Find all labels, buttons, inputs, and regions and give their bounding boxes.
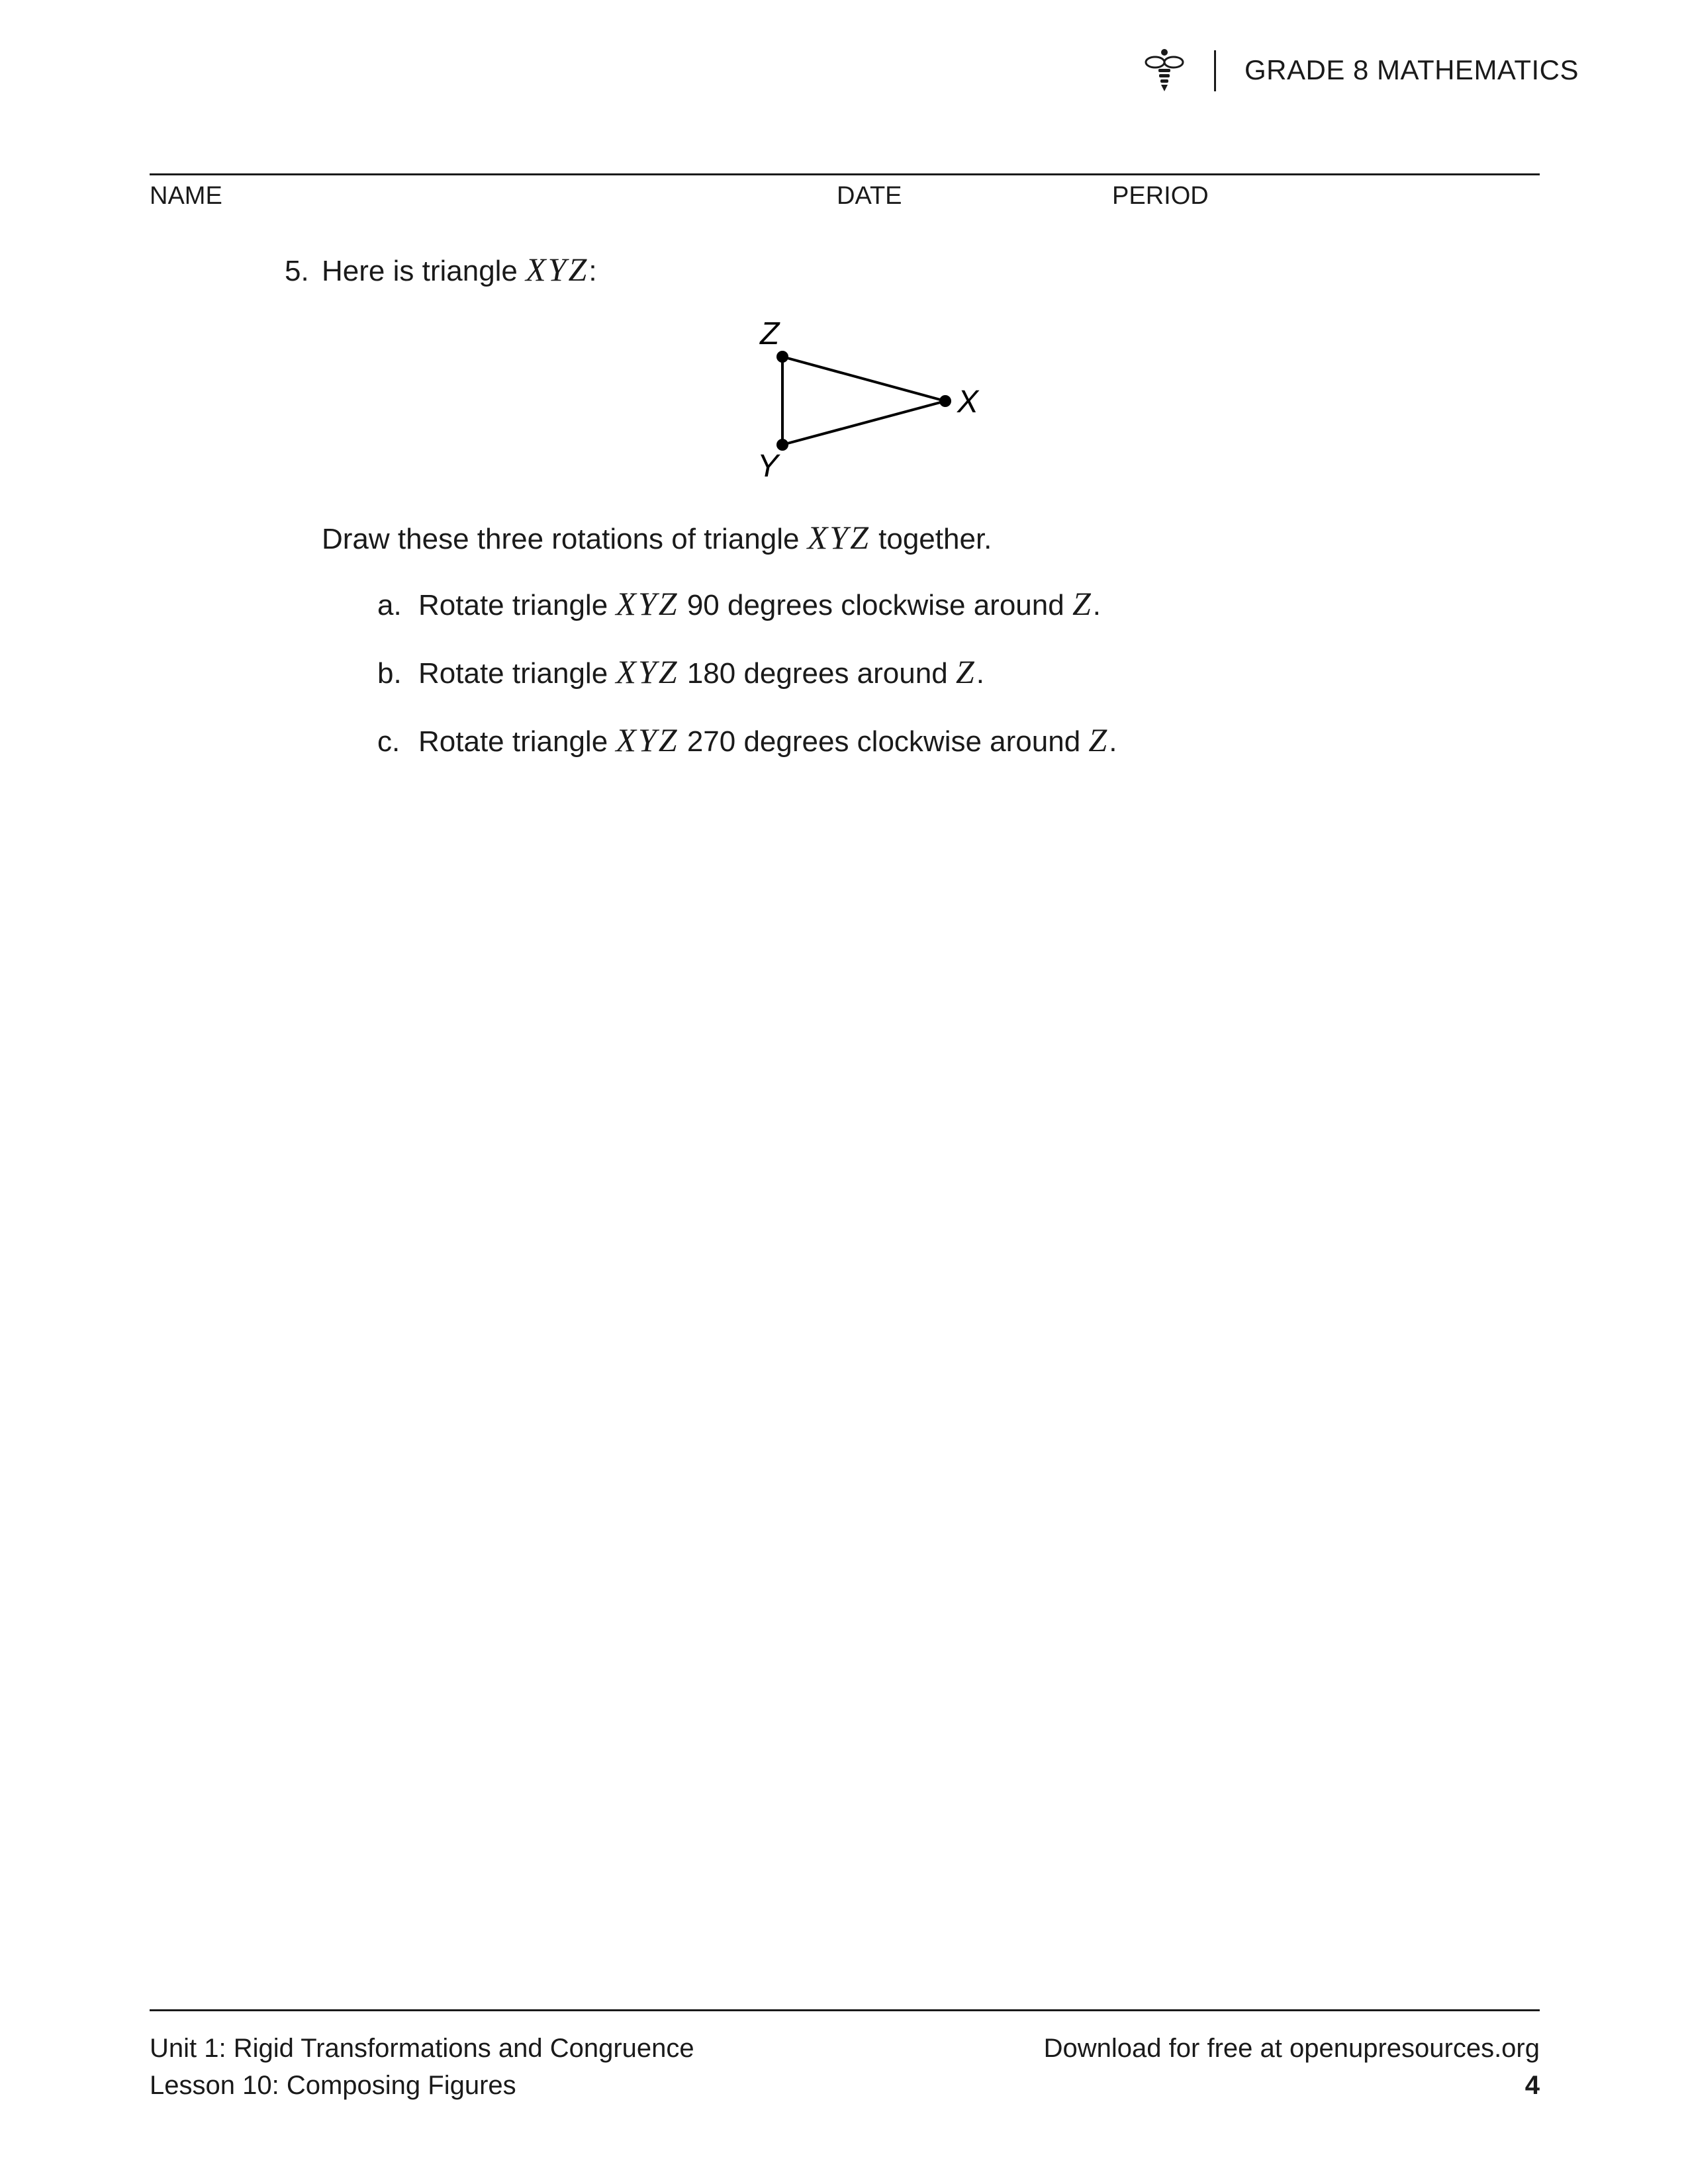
vertex-x-point [939, 395, 951, 407]
list-item [377, 651, 984, 693]
item-rotation-text: 90 degrees clockwise around [686, 589, 1064, 621]
item-end: . [976, 657, 984, 690]
item-text: Rotate triangle [418, 657, 608, 690]
triangle-xyz [782, 357, 945, 445]
instruction-text-after: together. [878, 523, 992, 555]
item-triangle-name: XYZ [616, 585, 679, 622]
date-label: DATE [837, 182, 902, 210]
header-divider [1214, 50, 1216, 91]
item-rotation-center: Z [1072, 585, 1093, 622]
item-letter: a. [377, 589, 402, 621]
bee-logo-icon [1144, 48, 1185, 93]
header-title: GRADE 8 MATHEMATICS [1244, 54, 1579, 85]
problem-statement [285, 248, 597, 291]
footer-download-link[interactable]: Download for free at openupresources.org [1043, 2034, 1540, 2063]
period-label: PERIOD [1112, 182, 1209, 210]
vertex-y-label: Y [757, 449, 779, 484]
instruction-text-before: Draw these three rotations of triangle [322, 523, 800, 555]
item-rotation-text: 180 degrees around [686, 657, 948, 690]
vertex-x-label: X [957, 385, 979, 420]
triangle-name: XYZ [526, 251, 589, 288]
footer-unit: Unit 1: Rigid Transformations and Congruence [150, 2034, 694, 2063]
instruction-triangle-name: XYZ [807, 519, 870, 556]
page-number: 4 [1524, 2071, 1540, 2100]
item-end: . [1109, 725, 1117, 758]
vertex-z-label: Z [760, 316, 780, 351]
item-letter: b. [377, 657, 402, 690]
item-letter: c. [377, 725, 400, 758]
instruction [322, 516, 992, 559]
problem-number: 5. [285, 255, 309, 287]
list-item [377, 719, 1117, 761]
item-triangle-name: XYZ [616, 653, 679, 690]
item-text: Rotate triangle [418, 725, 608, 758]
item-rotation-center: Z [955, 653, 976, 690]
vertex-z-point [776, 351, 788, 363]
name-label: NAME [150, 182, 222, 210]
item-end: . [1092, 589, 1101, 621]
bottom-rule [150, 2009, 1540, 2011]
footer-lesson: Lesson 10: Composing Figures [150, 2071, 516, 2100]
problem-intro-punct: : [588, 255, 597, 287]
list-item [377, 582, 1101, 625]
item-triangle-name: XYZ [616, 721, 679, 758]
triangle-xyz-figure [728, 304, 1006, 496]
problem-intro-text: Here is triangle [322, 255, 518, 287]
item-rotation-text: 270 degrees clockwise around [686, 725, 1081, 758]
item-rotation-center: Z [1088, 721, 1109, 758]
top-rule [150, 173, 1540, 175]
item-text: Rotate triangle [418, 589, 608, 621]
